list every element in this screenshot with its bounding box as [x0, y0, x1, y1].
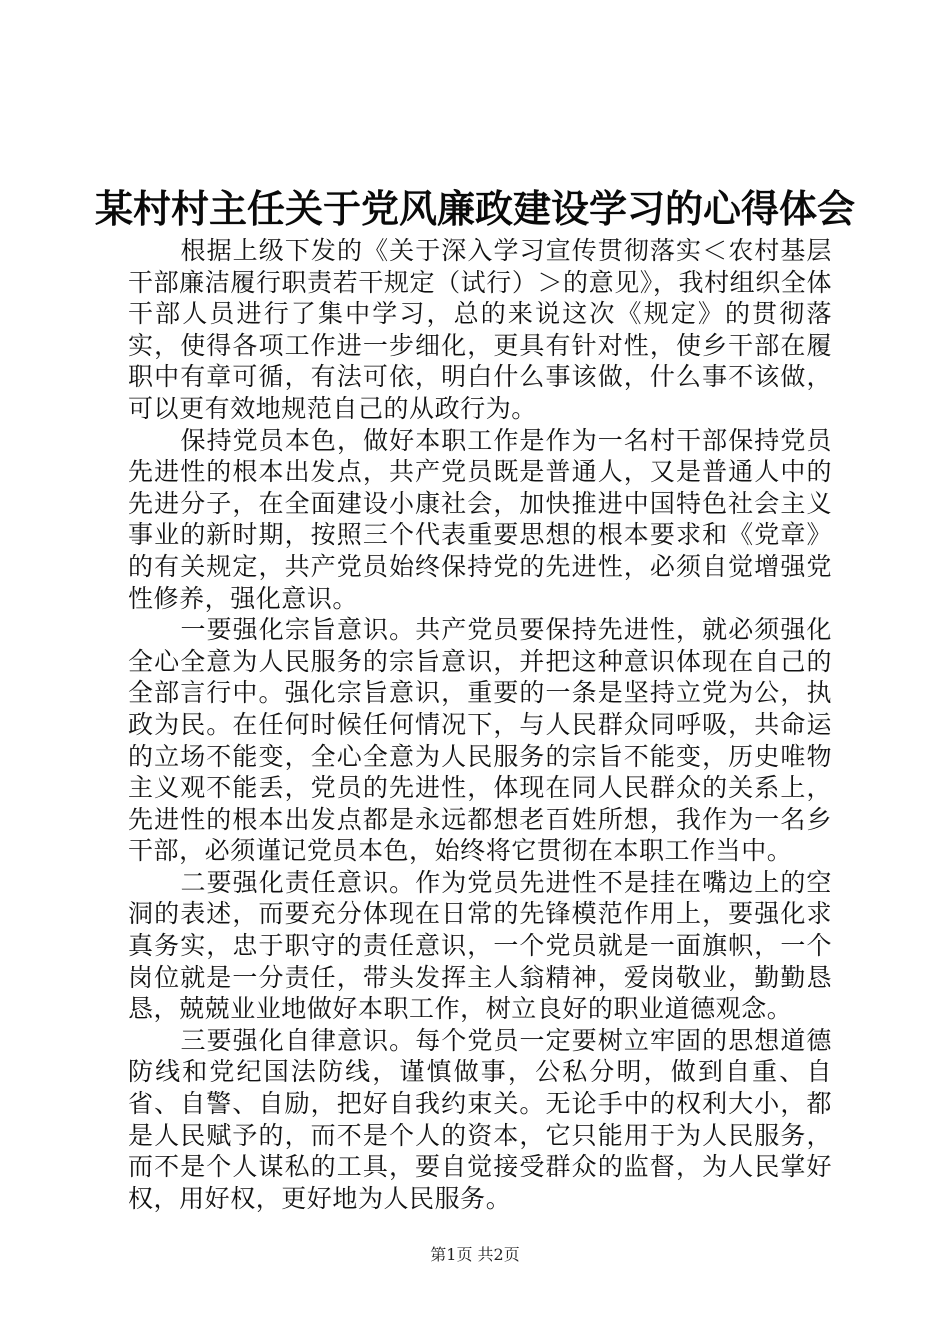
paragraph-3: 一要强化宗旨意识。共产党员要保持先进性，就必须强化全心全意为人民服务的宗旨意识，并把这种意识体现在自己的全部言行中。强化宗旨意识，重要的一条是坚持立党为公，执政为民。在任何时候任何情况下，与人民群众同呼吸，共命运的立场不能变，全心全意为人民服务的宗旨不能变，历史唯物主义观不能丢，党员的先进性，体现在同人民群众的关系上，先进性的根本出发点都是永远都想老百姓所想，我作为一名乡干部，必须谨记党员本色，始终将它贯彻在本职工作当中。	[128, 615, 832, 866]
paragraph-4: 二要强化责任意识。作为党员先进性不是挂在嘴边上的空洞的表述，而要充分体现在日常的先锋模范作用上，要强化求真务实，忠于职守的责任意识，一个党员就是一面旗帜，一个岗位就是一分责任，带头发挥主人翁精神，爱岗敬业，勤勤恳恳，兢兢业业地做好本职工作，树立良好的职业道德观念。	[128, 867, 832, 1024]
paragraph-1: 根据上级下发的《关于深入学习宣传贯彻落实＜农村基层干部廉洁履行职责若干规定（试行）＞的意见》，我村组织全体干部人员进行了集中学习，总的来说这次《规定》的贯彻落实，使得各项工作进一步细化，更具有针对性，使乡干部在履职中有章可循，有法可依，明白什么事该做，什么事不该做，可以更有效地规范自己的从政行为。	[128, 236, 832, 423]
document-body	[128, 235, 832, 1214]
paragraph-2: 保持党员本色，做好本职工作是作为一名村干部保持党员先进性的根本出发点，共产党员既是普通人，又是普通人中的先进分子，在全面建设小康社会，加快推进中国特色社会主义事业的新时期，按照三个代表重要思想的根本要求和《党章》的有关规定，共产党员始终保持党的先进性，必须自觉增强党性修养，强化意识。	[128, 425, 832, 613]
document-title: 某村村主任关于党风廉政建设学习的心得体会	[94, 186, 855, 231]
page-footer: 第1页 共2页	[430, 1245, 520, 1264]
paragraph-5: 三要强化自律意识。每个党员一定要树立牢固的思想道德防线和党纪国法防线，谨慎做事，公私分明，做到自重、自省、自警、自励，把好自我约束关。无论手中的权利大小，都是人民赋予的，而不是个人的资本，它只能用于为人民服务，而不是个人谋私的工具，要自觉接受群众的监督，为人民掌好权，用好权，更好地为人民服务。	[128, 1025, 832, 1213]
